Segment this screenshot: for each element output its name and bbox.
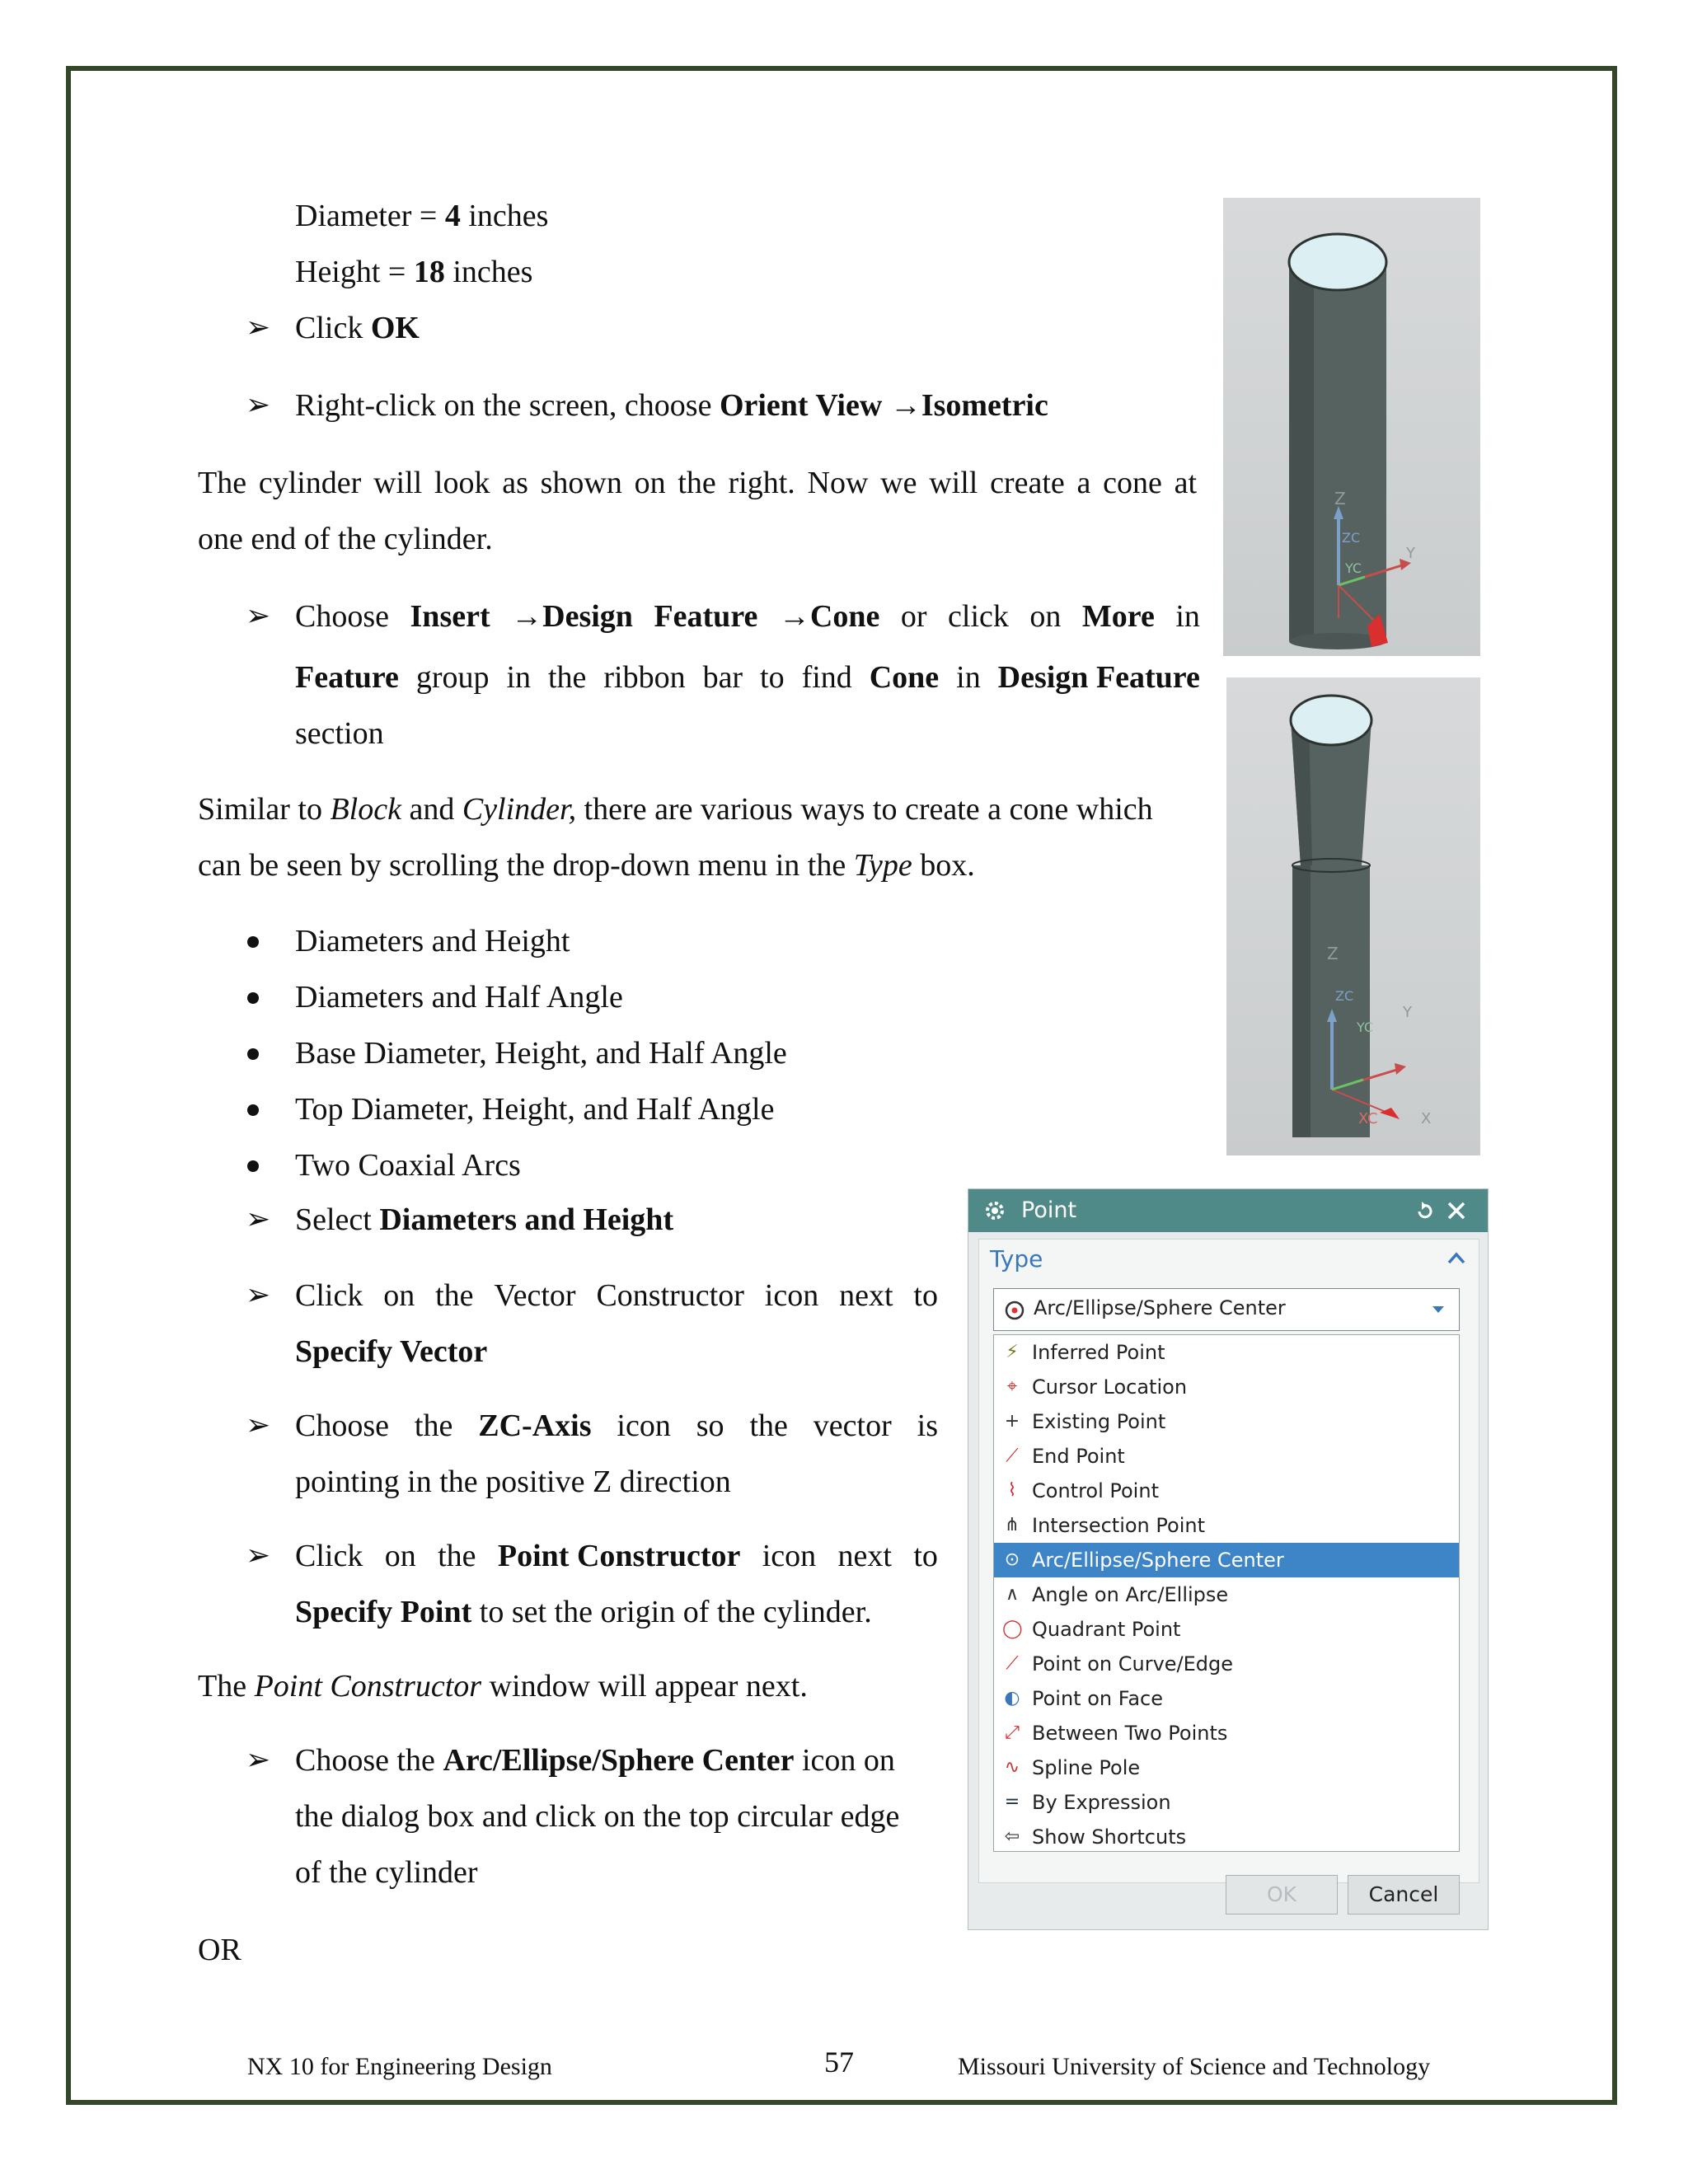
point-on-curve-icon: ⟋ (1006, 1653, 1019, 1674)
point-step-line2: Specify Point to set the origin of the cylinder. (295, 1595, 872, 1629)
cursor-location-icon: ⌖ (1006, 1376, 1018, 1397)
end-point-icon: ⟋ (1006, 1446, 1019, 1466)
footer-university: Missouri University of Science and Technology (958, 2053, 1431, 2080)
y-axis-label: Y (1403, 1004, 1412, 1021)
dropdown-option-point-on-face[interactable]: ◐ Point on Face (994, 1681, 1459, 1716)
arrow-bullet-icon: ➢ (246, 1408, 271, 1442)
close-icon[interactable] (1445, 1199, 1468, 1222)
cone-type-item: Base Diameter, Height, and Half Angle (295, 1036, 787, 1071)
between-two-points-icon: ⤢ (1005, 1722, 1020, 1743)
insert-cone-step-line2: Feature group in the ribbon bar to find Cone in Design Feature (295, 660, 1200, 695)
reset-icon[interactable] (1414, 1201, 1437, 1222)
dialog-title: Point (1021, 1197, 1077, 1223)
control-point-icon: ⌇ (1007, 1480, 1017, 1501)
show-shortcuts-icon: ⇦ (1004, 1826, 1020, 1847)
intersection-point-icon: ⋔ (1004, 1515, 1020, 1535)
bullet-dot-icon (247, 1104, 259, 1116)
angle-on-arc-icon: ∧ (1005, 1584, 1020, 1605)
inferred-point-icon: ⚡ (1006, 1342, 1019, 1362)
z-axis-label: Z (1334, 489, 1346, 509)
zc-axis-label: ZC (1335, 988, 1354, 1004)
existing-point-icon: + (1004, 1411, 1020, 1432)
dialog-title-bar (968, 1189, 1488, 1232)
click-ok-step: Click OK (295, 311, 420, 345)
dropdown-option-cursor-location[interactable]: ⌖ Cursor Location (994, 1370, 1459, 1404)
yc-axis-label: YC (1345, 560, 1362, 576)
paragraph-cylinder-line1: The cylinder will look as shown on the right. Now we will create a cone at (198, 466, 1197, 500)
type-group-label: Type (990, 1245, 1043, 1272)
arrow-bullet-icon: ➢ (246, 599, 271, 633)
cone-type-item: Top Diameter, Height, and Half Angle (295, 1092, 775, 1127)
y-axis-label: Y (1406, 545, 1415, 562)
orient-view-step: Right-click on the screen, choose Orient View →Isometric (295, 388, 1048, 423)
dropdown-option-between-two-points[interactable]: ⤢ Between Two Points (994, 1716, 1459, 1750)
arrow-bullet-icon: ➢ (246, 1743, 271, 1777)
dropdown-option-by-expression[interactable]: = By Expression (994, 1785, 1459, 1820)
arc-center-step-line2: the dialog box and click on the top circular edge (295, 1799, 900, 1834)
arc-center-step-line1: Choose the Arc/Ellipse/Sphere Center icon on (295, 1743, 895, 1778)
zc-axis-label: ZC (1342, 530, 1361, 546)
dropdown-option-end-point[interactable]: ⟋ End Point (994, 1439, 1459, 1474)
paragraph-cone-ways-line1: Similar to Block and Cylinder, there are various ways to create a cone which (198, 792, 1153, 827)
insert-cone-step-line1: Choose Insert →Design Feature →Cone or click on More in (295, 599, 1200, 634)
diameter-line: Diameter = 4 inches (295, 199, 549, 233)
cylinder-figure (1223, 198, 1480, 656)
type-dropdown-list (993, 1334, 1460, 1852)
page-number: 57 (824, 2046, 854, 2079)
dropdown-option-inferred-point[interactable]: ⚡ Inferred Point (994, 1335, 1459, 1370)
select-type-step: Select Diameters and Height (295, 1202, 674, 1237)
cylinder-render (1223, 198, 1480, 656)
cone-figure (1226, 677, 1480, 1155)
dropdown-option-angle-on-arc[interactable]: ∧ Angle on Arc/Ellipse (994, 1577, 1459, 1612)
cancel-button[interactable]: Cancel (1348, 1875, 1460, 1915)
zc-axis-step-line1: Choose the ZC-Axis icon so the vector is (295, 1408, 938, 1443)
x-axis-label: X (1421, 1110, 1432, 1127)
cone-type-item: Diameters and Half Angle (295, 980, 623, 1015)
bullet-dot-icon (247, 992, 259, 1004)
bullet-dot-icon (247, 1160, 259, 1172)
spline-pole-icon: ∿ (1004, 1757, 1020, 1778)
paragraph-cone-ways-line2: can be seen by scrolling the drop-down menu in the Type box. (198, 848, 975, 883)
point-step-line1: Click on the Point Constructor icon next to (295, 1539, 938, 1573)
chevron-up-icon[interactable] (1447, 1250, 1466, 1267)
arrow-bullet-icon: ➢ (246, 388, 271, 422)
gear-icon (983, 1199, 1006, 1222)
by-expression-icon: = (1004, 1792, 1020, 1812)
dropdown-option-control-point[interactable]: ⌇ Control Point (994, 1474, 1459, 1508)
or-separator: OR (198, 1933, 241, 1967)
point-dialog (968, 1188, 1489, 1930)
height-line: Height = 18 inches (295, 255, 533, 289)
dropdown-option-show-shortcuts[interactable]: ⇦ Show Shortcuts (994, 1820, 1459, 1854)
dropdown-option-point-on-curve[interactable]: ⟋ Point on Curve/Edge (994, 1647, 1459, 1681)
bullet-dot-icon (247, 936, 259, 948)
arrow-bullet-icon: ➢ (246, 1539, 271, 1572)
arrow-bullet-icon: ➢ (246, 311, 271, 344)
yc-axis-label: YC (1357, 1019, 1374, 1035)
zc-axis-step-line2: pointing in the positive Z direction (295, 1465, 731, 1499)
xc-axis-label: XC (1358, 1110, 1378, 1127)
type-dropdown-value: Arc/Ellipse/Sphere Center (1034, 1296, 1286, 1319)
vector-step-line1: Click on the Vector Constructor icon next to (295, 1278, 938, 1313)
cone-type-item: Diameters and Height (295, 924, 570, 958)
arc-center-step-line3: of the cylinder (295, 1855, 478, 1890)
footer-book-title: NX 10 for Engineering Design (247, 2053, 552, 2080)
arc-center-icon (1004, 1300, 1025, 1321)
arrow-bullet-icon: ➢ (246, 1202, 271, 1236)
insert-cone-step-line3: section (295, 716, 384, 751)
arrow-bullet-icon: ➢ (246, 1278, 271, 1312)
arc-center-icon: ⊙ (1004, 1549, 1020, 1570)
bullet-dot-icon (247, 1048, 259, 1060)
dropdown-option-quadrant-point[interactable]: ◯ Quadrant Point (1002, 1618, 1181, 1641)
z-axis-label: Z (1327, 944, 1339, 963)
quadrant-point-icon: ◯ (1002, 1619, 1023, 1639)
cone-type-item: Two Coaxial Arcs (295, 1148, 521, 1183)
vector-step-line2: Specify Vector (295, 1334, 488, 1369)
cone-render (1226, 677, 1480, 1155)
dropdown-option-intersection-point[interactable]: ⋔ Intersection Point (994, 1508, 1459, 1543)
type-dropdown[interactable] (993, 1288, 1460, 1331)
dropdown-option-existing-point[interactable]: + Existing Point (994, 1404, 1459, 1439)
dropdown-option-spline-pole[interactable]: ∿ Spline Pole (994, 1750, 1459, 1785)
dropdown-option-arc-center[interactable]: ⊙ Arc/Ellipse/Sphere Center (994, 1543, 1459, 1577)
point-on-face-icon: ◐ (1004, 1688, 1020, 1708)
paragraph-point-constructor: The Point Constructor window will appear next. (198, 1669, 808, 1704)
paragraph-cylinder-line2: one end of the cylinder. (198, 522, 493, 556)
ok-button[interactable]: OK (1226, 1875, 1338, 1915)
chevron-down-icon[interactable] (1431, 1304, 1446, 1315)
